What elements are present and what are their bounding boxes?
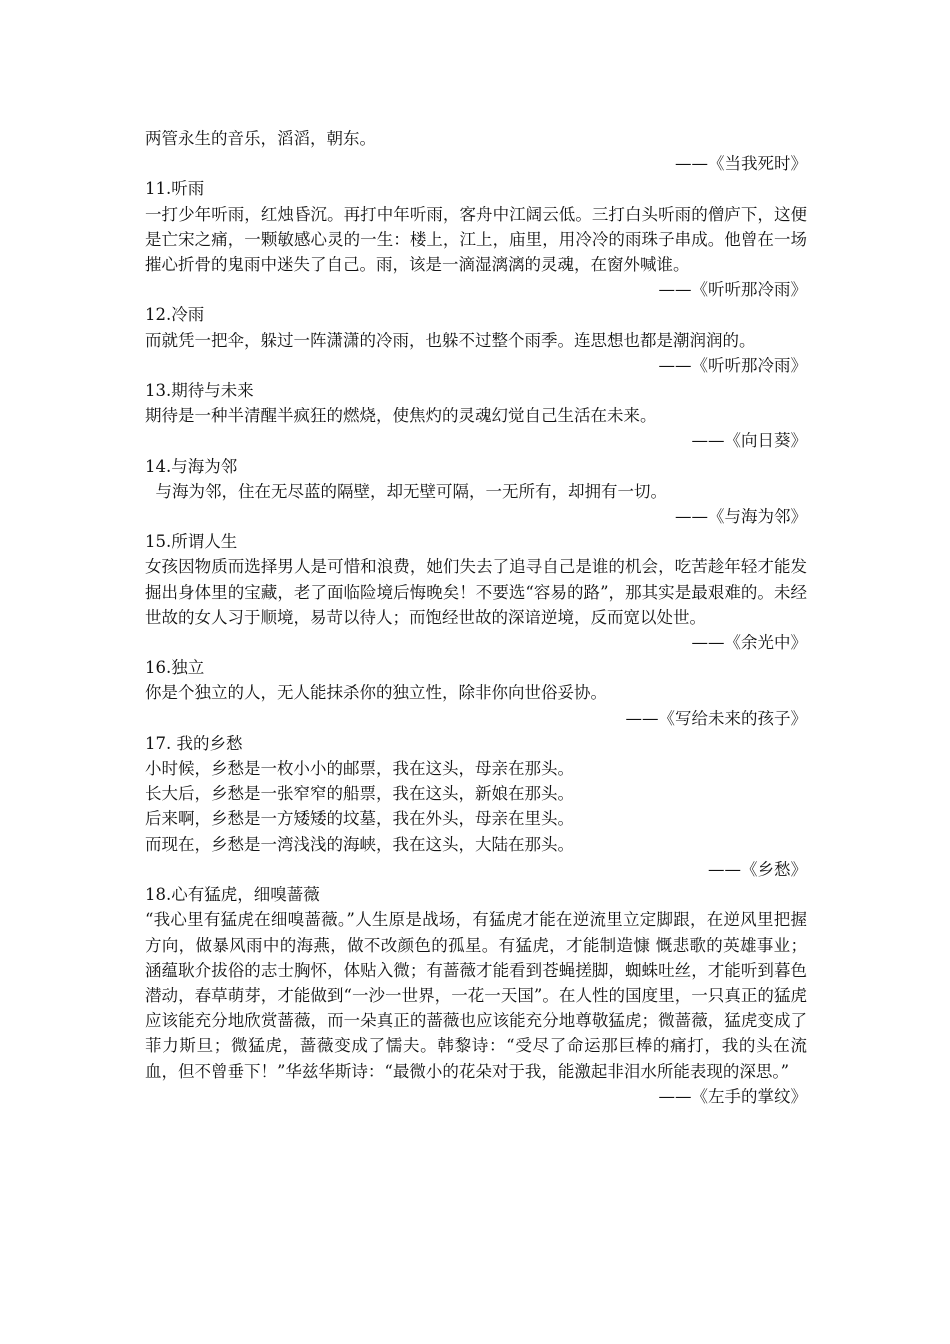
section-heading: 15.所谓人生 xyxy=(145,532,238,552)
section-source: ——《写给未来的孩子》 xyxy=(625,708,807,728)
section-18 xyxy=(145,882,807,1109)
section-source: ——《余光中》 xyxy=(691,633,807,653)
section-source: ——《听听那冷雨》 xyxy=(658,280,807,300)
section-source: ——《向日葵》 xyxy=(691,431,807,451)
section-text: 一打少年听雨，红烛昏沉。再打中年听雨，客舟中江阔云低。三打白头听雨的僧庐下，这便是亡宋之痛，一颗敏感心灵的一生：楼上，江上，庙里，用冷冷的雨珠子串成。他曾在一场摧心折骨的鬼雨中迷失了自己。雨，该是一滴湿漓漓的灵魂，在窗外喊谁。 xyxy=(145,204,807,275)
section-heading: 12.冷雨 xyxy=(145,305,205,325)
section-11 xyxy=(145,176,807,302)
section-heading: 13.期待与未来 xyxy=(145,381,254,401)
section-text: 与海为邻，住在无尽蓝的隔壁，却无壁可隔，一无所有，却拥有一切。 xyxy=(145,481,667,501)
section-text: 而就凭一把伞，躲过一阵潇潇的冷雨，也躲不过整个雨季。连思想也都是潮润润的。 xyxy=(145,330,756,350)
section-15 xyxy=(145,529,807,655)
section-heading: 18.心有猛虎，细嗅蔷薇 xyxy=(145,885,320,905)
poem-line: 长大后，乡愁是一张窄窄的船票，我在这头，新娘在那头。 xyxy=(145,784,574,804)
section-text: “我心里有猛虎在细嗅蔷薇。”人生原是战场，有猛虎才能在逆流里立定脚跟，在逆风里把握方向，做暴风雨中的海燕，做不改颜色的孤星。有猛虎，才能制造慷 慨悲歌的英雄事业；涵蕴耿介拔俗的志士胸怀，体贴入微；有蔷薇才能看到苍蝇搓脚，蜘蛛吐丝，才能听到暮色潜动，春草萌芽，才能做到“一沙一世界，一花一天国”。在人性的国度里，一只真正的猛虎应该能充分地欣赏蔷薇，而一朵真正的蔷薇也应该能充分地尊敬猛虎；微蔷薇，猛虎变成了菲力斯旦；微猛虎，蔷薇变成了懦夫。韩黎诗：“受尽了命运那巨棒的痛打，我的头在流血，但不曾垂下！”华兹华斯诗：“最微小的花朵对于我，能激起非泪水所能表现的深思。” xyxy=(145,910,807,1081)
section-13 xyxy=(145,378,807,454)
section-heading: 17. 我的乡愁 xyxy=(145,733,243,753)
section-12 xyxy=(145,302,807,378)
poem-line: 小时候，乡愁是一枚小小的邮票，我在这头，母亲在那头。 xyxy=(145,759,574,779)
section-source: ——《与海为邻》 xyxy=(675,507,807,527)
poem-line: 后来啊，乡愁是一方矮矮的坟墓，我在外头，母亲在里头。 xyxy=(145,809,574,829)
section-heading: 11.听雨 xyxy=(145,179,205,199)
section-source: ——《乡愁》 xyxy=(708,859,807,879)
section-14 xyxy=(145,454,807,530)
section-heading: 16.独立 xyxy=(145,658,205,678)
section-16 xyxy=(145,655,807,731)
poem-line: 而现在，乡愁是一湾浅浅的海峡，我在这头，大陆在那头。 xyxy=(145,834,574,854)
section-17 xyxy=(145,731,807,882)
section-text: 女孩因物质而选择男人是可惜和浪费，她们失去了追寻自己是谁的机会，吃苦趁年轻才能发掘出身体里的宝藏，老了面临险境后悔晚矣！不要选“容易的路”，那其实是最艰难的。未经世故的女人习于顺境，易苛以待人；而饱经世故的深谙逆境，反而宽以处世。 xyxy=(145,557,807,627)
section-text: 你是个独立的人，无人能抹杀你的独立性，除非你向世俗妥协。 xyxy=(145,683,607,703)
intro-line: 两管永生的音乐，滔滔，朝东。 xyxy=(145,129,376,148)
intro-source: ——《当我死时》 xyxy=(675,154,807,174)
section-source: ——《听听那冷雨》 xyxy=(658,355,807,375)
document-page xyxy=(145,126,807,1109)
section-heading: 14.与海为邻 xyxy=(145,456,238,476)
section-text: 期待是一种半清醒半疯狂的燃烧，使焦灼的灵魂幻觉自己生活在未来。 xyxy=(145,406,657,426)
section-source: ——《左手的掌纹》 xyxy=(658,1086,807,1106)
